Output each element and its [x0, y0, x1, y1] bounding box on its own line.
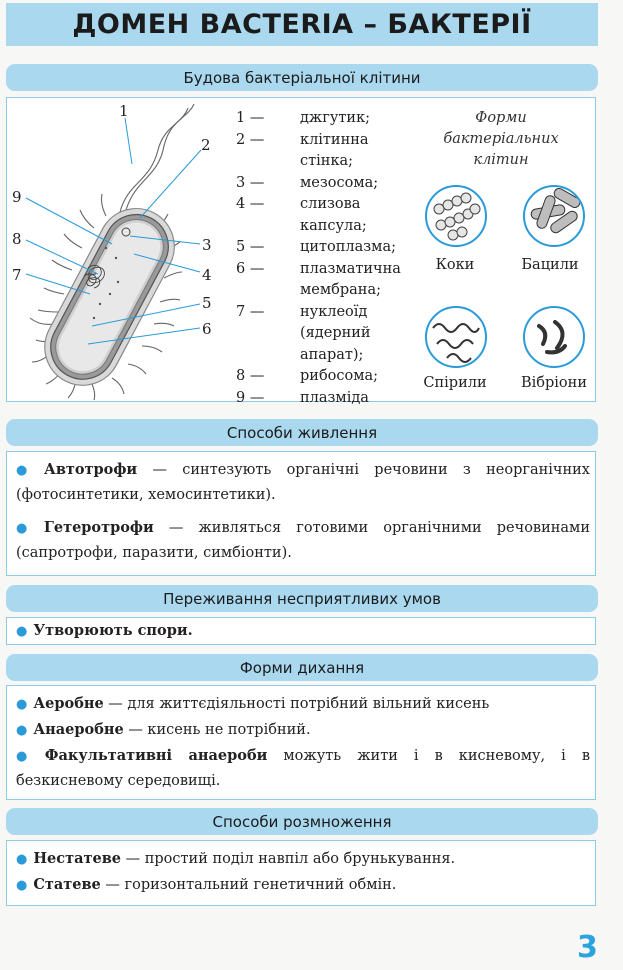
legend-item	[236, 259, 418, 302]
reproduction-text: — простий поділ навпіл або брунькування.	[121, 851, 456, 867]
survival-term: спори	[137, 622, 188, 639]
legend-text: цитоплазма;	[300, 239, 396, 255]
section-heading-nutrition: Способи живлення	[6, 419, 598, 446]
callout-7: 7	[12, 266, 22, 284]
callout-6: 6	[202, 320, 212, 338]
legend-number: 2 —	[236, 131, 265, 148]
bacterial-cell-diagram	[8, 98, 230, 400]
cocci-icon	[425, 185, 487, 247]
form-label-cocci: Коки	[435, 257, 475, 273]
survival-post: .	[187, 622, 193, 639]
legend-text: клітинна стінка;	[300, 131, 369, 169]
nutrition-item: ● Автотрофи — синтезують органічні речовини з неорганічних (фотосинтетики, хемосинтетики).	[16, 461, 590, 503]
callout-1: 1	[119, 102, 129, 120]
forms-title: Форми бактеріальних клітин	[443, 110, 559, 168]
survival-item: ● Утворюють спори.	[16, 622, 193, 639]
section-heading-structure: Будова бактеріальної клітини	[6, 64, 598, 91]
bacilli-icon	[523, 185, 585, 247]
page-title-bar	[6, 3, 598, 46]
respiration-text: можуть жити і в кисневому, і в безкисневому середовищі.	[16, 748, 590, 789]
legend-text: рибосома;	[300, 368, 379, 384]
callout-4: 4	[202, 266, 212, 284]
spirilla-icon	[425, 306, 487, 368]
legend-number: 4 —	[236, 196, 265, 212]
section-heading-survival: Переживання несприятливих умов	[6, 585, 598, 612]
callout-9: 9	[12, 188, 22, 206]
nutrition-term: Гетеротрофи	[43, 519, 154, 536]
nutrition-text: — синтезують органічні речовини з неорганічних (фотосинтетики, хемосинтетики).	[16, 462, 590, 503]
nutrition-item: ● Гетеротрофи — живляться готовими органічними речовинами (сапротрофи, паразити, симбіонти).	[16, 519, 590, 561]
respiration-item: ● Анаеробне — кисень не потрібний.	[16, 721, 311, 738]
respiration-text: — кисень не потрібний.	[123, 722, 311, 738]
callout-5: 5	[202, 294, 212, 312]
legend-item	[236, 388, 418, 410]
legend-number: 9 —	[236, 389, 265, 406]
form-label-vibrio: Вібріони	[520, 375, 587, 391]
legend-item	[236, 366, 418, 388]
legend-text: нуклеоїд (ядерний апарат);	[300, 303, 371, 363]
respiration-text: — для життєдіяльності потрібний вільний кисень	[103, 696, 490, 712]
respiration-item: ● Аеробне — для життєдіяльності потрібний вільний кисень	[16, 695, 490, 712]
legend-text: плазміда	[300, 389, 369, 406]
legend-number: 1 —	[236, 110, 265, 126]
legend-item	[236, 302, 418, 367]
legend-text: слизова капсула;	[300, 196, 367, 234]
legend-item	[236, 173, 418, 195]
structure-legend	[236, 108, 418, 409]
reproduction-term: Статеве	[33, 876, 101, 893]
form-label-bacilli: Бацили	[521, 257, 579, 273]
legend-number: 5 —	[236, 239, 265, 255]
reproduction-item: ● Нестатеве — простий поділ навпіл або брунькування.	[16, 850, 456, 867]
respiration-item: ● Факультативні анаероби можуть жити і в кисневому, і в безкисневому середовищі.	[16, 747, 590, 789]
callout-8: 8	[12, 230, 22, 248]
legend-number: 6 —	[236, 260, 265, 277]
form-label-spirilla: Спірили	[423, 375, 487, 391]
callout-2: 2	[201, 136, 211, 154]
survival-pre: Утворюють	[33, 622, 138, 639]
respiration-term: Факультативні анаероби	[44, 747, 268, 764]
legend-text: плазматична мембрана;	[300, 260, 401, 298]
legend-number: 7 —	[236, 303, 265, 320]
section-heading-respiration: Форми дихання	[6, 654, 598, 681]
legend-number: 8 —	[236, 368, 265, 384]
reproduction-text: — горизонтальний генетичний обмін.	[100, 877, 397, 893]
legend-item	[236, 237, 418, 259]
nutrition-text: — живляться готовими органічними речовинами (сапротрофи, паразити, симбіонти).	[16, 520, 590, 561]
vibrio-icon	[523, 306, 585, 368]
reproduction-term: Нестатеве	[33, 850, 121, 867]
legend-item	[236, 130, 418, 173]
respiration-term: Аеробне	[33, 695, 104, 712]
legend-item	[236, 108, 418, 130]
legend-item	[236, 194, 418, 237]
nutrition-term: Автотрофи	[44, 461, 138, 478]
respiration-term: Анаеробне	[33, 721, 124, 738]
legend-number: 3 —	[236, 174, 265, 191]
page-title: ДОМЕН BACTERIA – БАКТЕРІЇ	[72, 9, 532, 40]
page-number: 3	[577, 930, 598, 965]
legend-text: мезосома;	[300, 174, 379, 191]
callout-3: 3	[202, 236, 212, 254]
reproduction-item: ● Статеве — горизонтальний генетичний обмін.	[16, 876, 397, 893]
section-heading-reproduction: Способи розмноження	[6, 808, 598, 835]
legend-text: джгутик;	[300, 110, 371, 126]
